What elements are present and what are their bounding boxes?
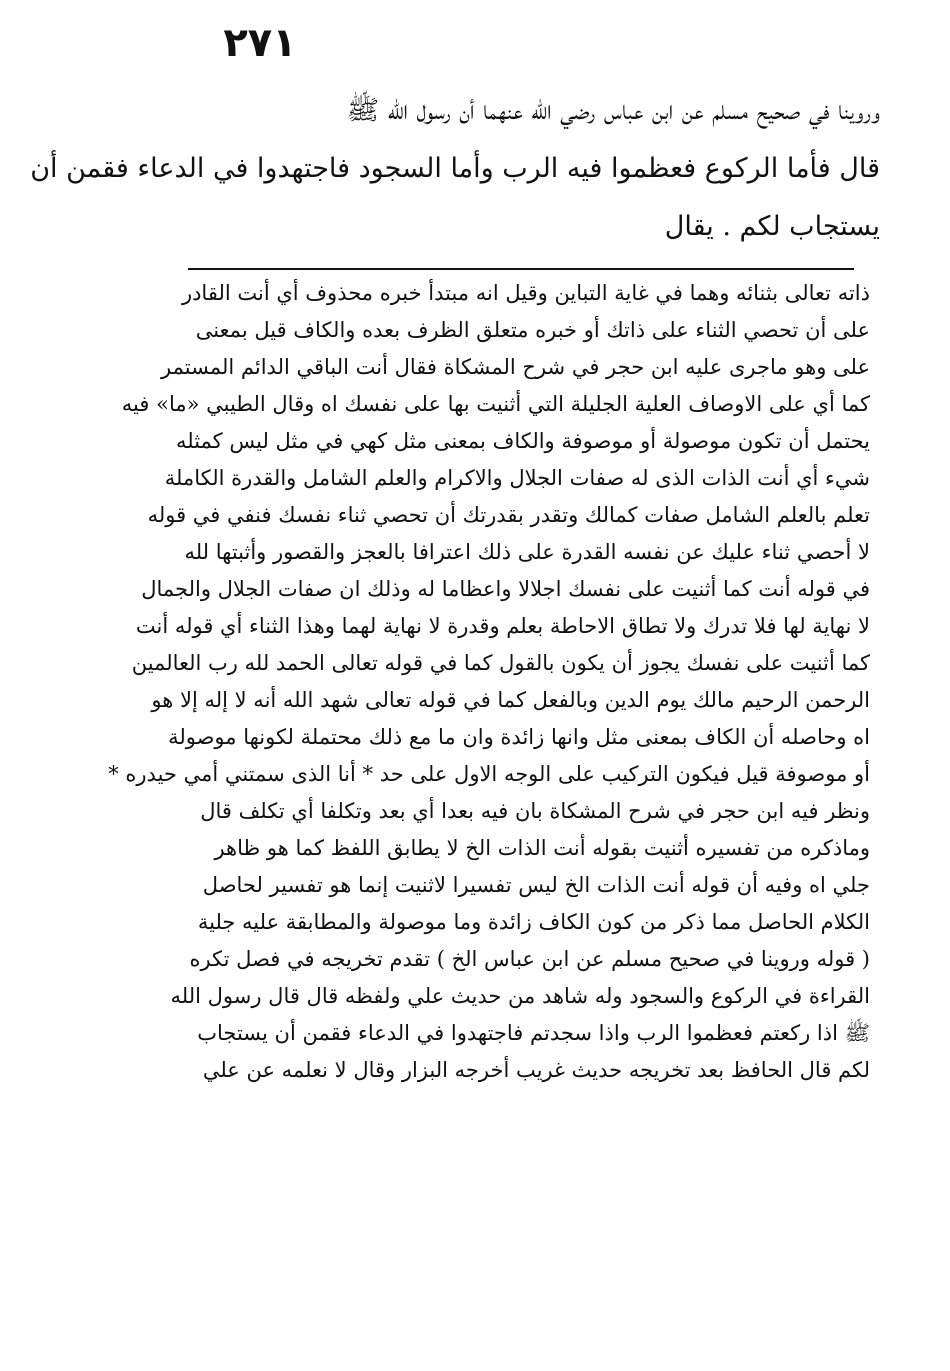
footnote-line: شيء أي أنت الذات الذى له صفات الجلال والاكرام والعلم الشامل والقدرة الكاملة	[164, 466, 870, 490]
main-text	[30, 82, 880, 256]
footnote-line: كما أثنيت على نفسك يجوز أن يكون بالقول كما في قوله تعالى الحمد لله رب العالمين	[131, 651, 870, 675]
footnote-line: اه وحاصله أن الكاف بمعنى مثل وانها زائدة وان ما مع ذلك محتملة لكونها موصولة	[168, 725, 870, 749]
main-text-line: يستجاب لكم . يقال	[664, 211, 880, 242]
footnote-line: ذاته تعالى بثنائه وهما في غاية التباين وقيل انه مبتدأ خبره محذوف أي أنت القادر	[181, 281, 870, 305]
footnote-line: على أن تحصي الثناء على ذاتك أو خبره متعلق الظرف بعده والكاف قيل بمعنى	[195, 318, 870, 342]
footnote-line: لكم قال الحافظ بعد تخريجه حديث غريب أخرجه البزار وقال لا نعلمه عن علي	[202, 1058, 870, 1082]
footnote-line: أو موصوفة قيل فيكون التركيب على الوجه الاول على حد * أنا الذى سمتني أمي حيدره *	[108, 762, 870, 786]
footnote-line: ونظر فيه ابن حجر في شرح المشكاة بان فيه بعدا أي بعد وتكلفا أي تكلف قال	[200, 799, 870, 823]
page-number: ٢٧١	[223, 20, 297, 66]
footnote-line: ( قوله وروينا في صحيح مسلم عن ابن عباس الخ ) تقدم تخريجه في فصل تكره	[189, 947, 870, 971]
footnote-line: يحتمل أن تكون موصولة أو موصوفة والكاف بمعنى مثل كهي في مثل ليس كمثله	[175, 429, 870, 453]
footnote-text	[108, 275, 870, 1089]
footnote-line: وماذكره من تفسيره أثنيت بقوله أنت الذات الخ لا يطابق اللفظ كما هو ظاهر	[214, 836, 870, 860]
footnote-line: القراءة في الركوع والسجود وله شاهد من حديث علي ولفظه قال قال رسول الله	[170, 984, 870, 1008]
footnote-line: الرحمن الرحيم مالك يوم الدين وبالفعل كما في قوله تعالى شهد الله أنه لا إله إلا هو	[151, 688, 870, 712]
footnote-line: تعلم بالعلم الشامل صفات كمالك وتقدر بقدرتك أن تحصي ثناء نفسك فنفي في قوله	[147, 503, 870, 527]
footnote-line: ﷺ اذا ركعتم فعظموا الرب واذا سجدتم فاجتهدوا في الدعاء فقمن أن يستجاب	[197, 1021, 870, 1045]
footnote-line: الكلام الحاصل مما ذكر من كون الكاف زائدة وما موصولة والمطابقة عليه جلية	[197, 910, 870, 934]
footnote-line: على وهو ماجرى عليه ابن حجر في شرح المشكاة فقال أنت الباقي الدائم المستمر	[161, 355, 870, 379]
footnote-line: كما أي على الاوصاف العلية الجليلة التي أثنيت بها على نفسك اه وقال الطيبي «ما» فيه	[121, 392, 870, 416]
footnote-line: جلي اه وفيه أن قوله أنت الذات الخ ليس تفسيرا لاثنيت إنما هو تفسير لحاصل	[202, 873, 870, 897]
footnote-line: لا نهاية لها فلا تدرك ولا تطاق الاحاطة بعلم وقدرة لا نهاية لهما وهذا الثناء أي قوله أنت	[135, 614, 870, 638]
footnote-divider	[188, 268, 854, 270]
footnote-line: لا أحصي ثناء عليك عن نفسه القدرة على ذلك اعترافا بالعجز والقصور وأثبتها لله	[184, 540, 870, 564]
main-text-line: وروينا في صحيح مسلم عن ابن عباس رضي الله عنهما أن رسول الله ﷺ	[346, 95, 880, 126]
footnote-line: في قوله أنت كما أثنيت على نفسك اجلالا واعظاما له وذلك ان صفات الجلال والجمال	[141, 577, 870, 601]
main-text-line: قال فأما الركوع فعظموا فيه الرب وأما السجود فاجتهدوا في الدعاء فقمن أن	[30, 153, 880, 184]
